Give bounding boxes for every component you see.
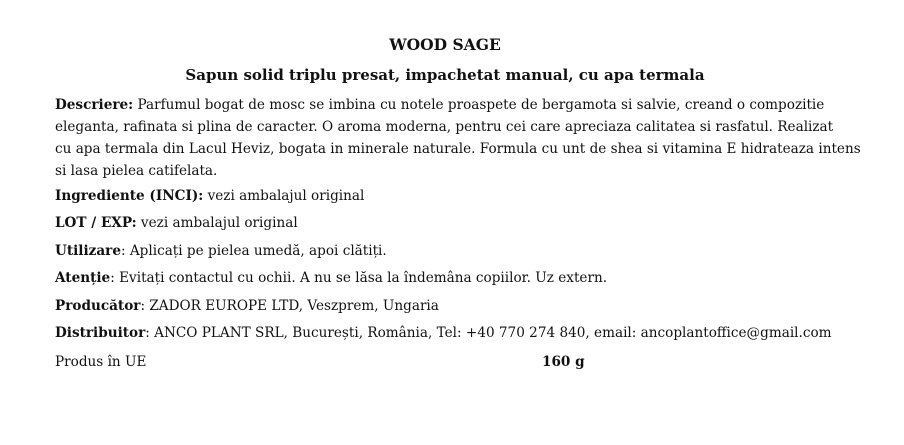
description-text: Parfumul bogat de mosc se imbina cu notele proaspete de bergamota si salvie, creand o compozitie	[133, 97, 825, 113]
usage-value: : Aplicați pe pielea umedă, apoi clătiți.	[120, 243, 387, 259]
lot-exp-value: vezi ambalajul original	[136, 215, 298, 231]
description-line	[55, 94, 861, 116]
weight-text: 160 g	[542, 354, 585, 370]
warning-line	[55, 267, 607, 289]
lot-exp-line	[55, 212, 298, 234]
ingredients-value: vezi ambalajul original	[203, 188, 365, 204]
distributor-line	[55, 322, 832, 344]
warning-value: : Evitați contactul cu ochii. A nu se lăsa la îndemâna copiilor. Uz extern.	[110, 270, 608, 286]
producer-line	[55, 295, 439, 317]
usage-label: Utilizare	[55, 243, 121, 259]
distributor-value: : ANCO PLANT SRL, București, România, Tel: +40 770 274 840, email: ancoplantoffice@gmail.com	[145, 325, 832, 341]
distributor-label: Distribuitor	[55, 325, 146, 341]
origin-text: Produs în UE	[55, 354, 147, 370]
ingredients-label: Ingrediente (INCI):	[55, 188, 204, 204]
description-line: cu apa termala din Lacul Heviz, bogata in minerale naturale. Formula cu unt de shea si vitamina E hidrateaza intens	[55, 141, 861, 157]
usage-line	[55, 240, 387, 262]
producer-value: : ZADOR EUROPE LTD, Veszprem, Ungaria	[140, 298, 439, 314]
product-subtitle: Sapun solid triplu presat, impachetat manual, cu apa termala	[185, 66, 705, 84]
description-paragraph	[55, 94, 861, 182]
lot-exp-label: LOT / EXP:	[55, 215, 137, 231]
producer-label: Producător	[55, 298, 141, 314]
description-label: Descriere:	[55, 97, 134, 113]
ingredients-line	[55, 185, 364, 207]
description-line: eleganta, rafinata si plina de caracter. O aroma moderna, pentru cei care apreciaza calitatea si rasfatul. Realizat	[55, 119, 834, 135]
description-line: si lasa pielea catifelata.	[55, 163, 218, 179]
warning-label: Atenție	[55, 270, 111, 286]
product-title: WOOD SAGE	[389, 35, 501, 54]
